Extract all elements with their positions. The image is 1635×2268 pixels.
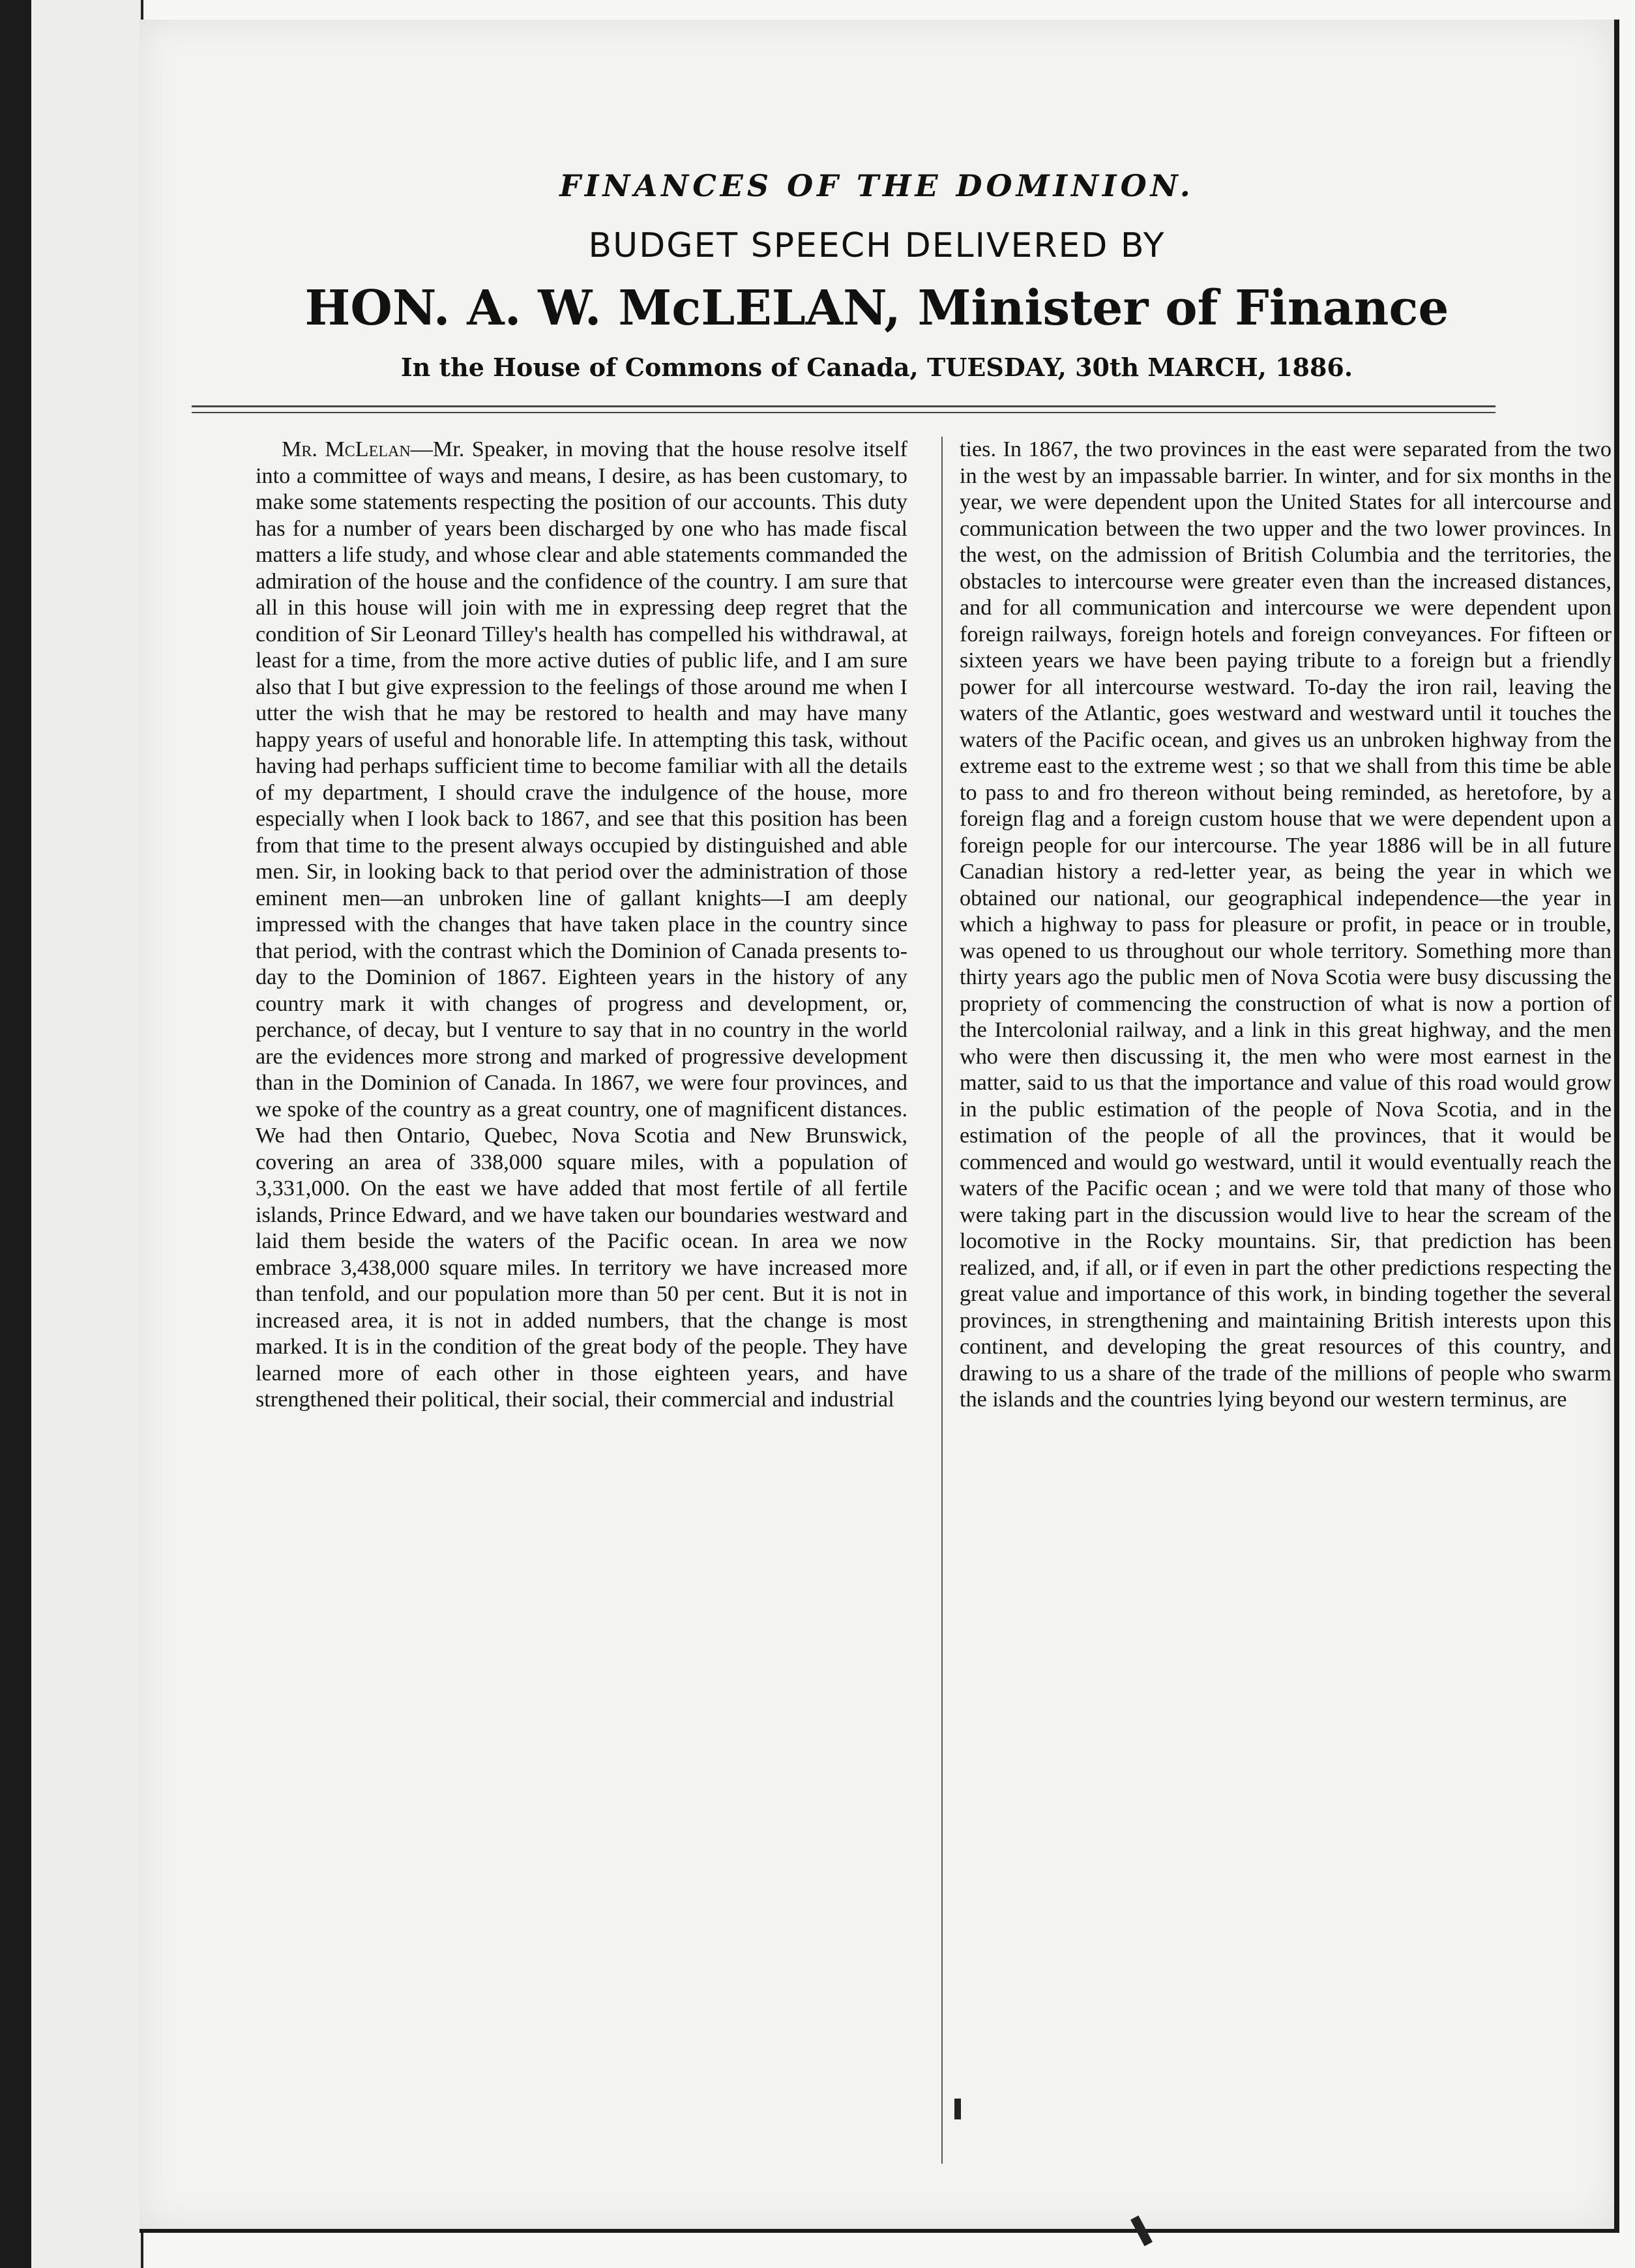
speech-paragraph: [256, 437, 907, 1414]
facing-page-edge: [31, 0, 143, 2268]
document-subtitle: BUDGET SPEECH DELIVERED BY: [588, 226, 1166, 265]
ink-mark: [954, 2099, 961, 2119]
venue-line: In the House of Commons of Canada, TUESDAY, 30th MARCH, 1886.: [400, 353, 1353, 382]
scan-border: [0, 0, 31, 2268]
page-header: [140, 166, 1614, 384]
speaker-name: Mr. McLelan: [282, 437, 411, 461]
text-column-right: [960, 437, 1612, 1414]
column-divider: [941, 437, 943, 2164]
header-rule: [192, 405, 1495, 407]
document-page: [140, 20, 1619, 2233]
header-rule-double: [192, 412, 1495, 413]
speech-text-right: ties. In 1867, the two provinces in the east were separated from the two in the west by an impassable barrier. In winter, and for six months in the year, we were dependent upon the United States for all intercourse and communication between the two upper and the two lower provinces. In the west, on the admission of British Columbia and the territories, the obstacles to intercourse were greater even than the increased distances, and for all communication and intercourse we were dependent upon foreign railways, foreign hotels and foreign conveyances. For fifteen or sixteen years we have been paying tribute to a foreign but a friendly power for all intercourse westward. To-day the iron rail, leaving the waters of the Atlantic, goes westward and westward until it touches the waters of the Pacific ocean, and gives us an unbroken highway from the extreme east to the extreme west ; so that we shall from this time be able to pass to and fro thereon without being reminded, as heretofore, by a foreign flag and a foreign custom house that we were dependent upon a foreign people for our intercourse. The year 1886 will be in all future Canadian history a red-letter year, as being the year in which we obtained our national, our geographical independence—the year in which a highway to pass for pleasure or profit, in peace or in trouble, was opened to us throughout our whole territory. Something more than thirty years ago the public men of Nova Scotia were busy discussing the propriety of commencing the construction of what is now a portion of the Intercolonial railway, and a link in this great highway, and the men who were then discussing it, the men who were most earnest in the matter, said to us that the importance and value of this road would grow in the public estimation of the people of Nova Scotia, and in the estimation of the people of all the provinces, that it would be commenced and would go westward, until it would eventually reach the waters of the Pacific ocean ; and we were told that many of those who were taking part in the discussion would live to hear the scream of the locomotive in the Rocky mountains. Sir, that prediction has been realized, and, if all, or if even in part the other predictions respecting the great value and importance of this work, in binding together the several provinces, in strengthening and maintaining British interests upon this continent, and developing the great resources of this country, and drawing to us a share of the trade of the millions of people who swarm the islands and the countries lying beyond our western terminus, are: [960, 437, 1612, 1412]
speech-text-left: —Mr. Speaker, in moving that the house resolve itself into a committee of ways and means, I desire, as has been customary, to make some statements respecting the position of our accounts. This duty has for a number of years been discharged by one who has made fiscal matters a life study, and whose clear and able statements commanded the admiration of the house and the confidence of the country. I am sure that all in this house will join with me in expressing deep regret that the condition of Sir Leonard Tilley's health has compelled his withdrawal, at least for a time, from the more active duties of public life, and I am sure also that I but give expression to the feelings of those around me when I utter the wish that he may be restored to health and may have many happy years of useful and honorable life. In attempting this task, without having had perhaps sufficient time to become familiar with all the details of my department, I should crave the indulgence of the house, more especially when I look back to 1867, and see that this position has been from that time to the present always occupied by distinguished and able men. Sir, in looking back to that period over the administration of those eminent men—an unbroken line of gallant knights—I am deeply impressed with the changes that have taken place in the country since that period, with the contrast which the Dominion of Canada presents to-day to the Dominion of 1867. Eighteen years in the history of any country mark it with changes of progress and development, or, perchance, of decay, but I venture to say that in no country in the world are the evidences more strong and marked of progressive development than in the Dominion of Canada. In 1867, we were four provinces, and we spoke of the country as a great country, one of magnificent distances. We had then Ontario, Quebec, Nova Scotia and New Brunswick, covering an area of 338,000 square miles, with a population of 3,331,000. On the east we have added that most fertile of all fertile islands, Prince Edward, and we have taken our boundaries westward and laid them beside the waters of the Pacific ocean. In area we now embrace 3,438,000 square miles. In territory we have increased more than tenfold, and our population more than 50 per cent. But it is not in increased area, it is not in added numbers, that the change is most marked. It is in the condition of the great body of the people. They have learned more of each other in those eighteen years, and have strengthened their political, their social, their commercial and industrial: [256, 437, 907, 1412]
document-title: FINANCES OF THE DOMINION.: [559, 168, 1194, 203]
speaker-heading: HON. A. W. McLELAN, Minister of Finance: [304, 280, 1449, 336]
text-column-left: [256, 437, 907, 1414]
